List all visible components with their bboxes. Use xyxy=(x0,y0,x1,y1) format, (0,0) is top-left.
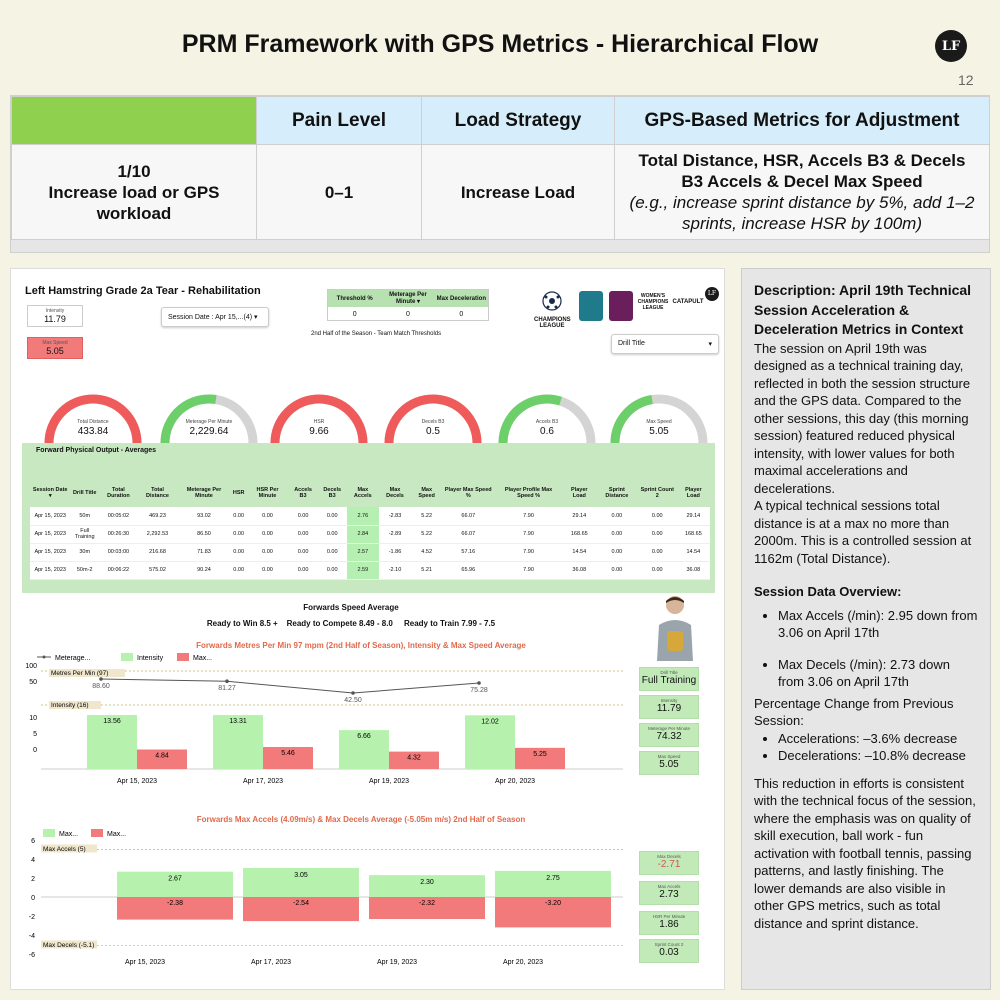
data-label: 4.84 xyxy=(155,752,169,760)
bullet-max-accels: • Max Accels (/min): 2.95 down from 3.06 on April 17th xyxy=(778,607,978,642)
table-cell: 57.16 xyxy=(442,543,494,561)
table-cell: 0.00 xyxy=(231,525,247,543)
bullet-max-decels: • Max Decels (/min): 2.73 down from 3.06 on April 17th xyxy=(778,656,978,691)
table-cell: 0.00 xyxy=(246,525,288,543)
table-cell: 36.08 xyxy=(677,561,710,579)
gauge-max-speed xyxy=(607,391,711,447)
metrics-header: GPS-Based Metrics for Adjustment xyxy=(615,97,990,145)
x-tick: Apr 17, 2023 xyxy=(242,778,284,785)
speed-average-title: Forwards Speed Average xyxy=(303,603,399,612)
gauge-value: 2,229.64 xyxy=(189,426,229,437)
table-cell: 0.00 xyxy=(318,561,347,579)
table-cell: 71.83 xyxy=(177,543,231,561)
column-header[interactable]: Session Date ▾ xyxy=(32,487,68,499)
overview-heading: Session Data Overview: xyxy=(754,584,902,599)
framework-table xyxy=(10,95,990,253)
column-header: Max Accels xyxy=(353,487,372,499)
gauge-meterage-per-minute xyxy=(157,391,261,447)
table-cell: 00:06:22 xyxy=(99,561,138,579)
catapult-logo: CATAPULT xyxy=(672,299,704,305)
data-label: 4.32 xyxy=(407,754,421,762)
table-header-row xyxy=(30,479,710,507)
kpi-value: 2.73 xyxy=(659,889,679,900)
table-row xyxy=(30,561,710,579)
data-label: 6.66 xyxy=(357,733,371,741)
column-header: Meterage Per Minute xyxy=(186,487,222,499)
header xyxy=(0,0,1000,88)
threshold-table: Threshold % Meterage Per Minute ▾ Max Deceleration 0 0 0 xyxy=(327,289,489,321)
table-cell: 0.00 xyxy=(638,525,677,543)
table-cell: 0.00 xyxy=(231,543,247,561)
column-header: Max Speed xyxy=(418,487,435,499)
gauge-hsr xyxy=(267,391,371,447)
kpi-value: 74.32 xyxy=(656,731,682,742)
meterage-point xyxy=(351,691,355,695)
gauge-label: Total Distance xyxy=(77,419,109,425)
table-cell: 0.00 xyxy=(246,543,288,561)
pct-change-label: Percentage Change from Previous Session: xyxy=(754,695,954,728)
data-label: 5.46 xyxy=(281,750,295,757)
dashboard-panel xyxy=(10,268,725,990)
kpi-value: -2.71 xyxy=(657,859,681,870)
y-tick: 50 xyxy=(29,679,37,686)
pain-header: Pain Level xyxy=(257,97,422,145)
data-label: -2.32 xyxy=(419,900,435,907)
table-cell: 7.90 xyxy=(494,507,562,525)
table-cell: 0.00 xyxy=(638,543,677,561)
table-cell: 36.08 xyxy=(563,561,596,579)
level-desc: Increase load or GPS workload xyxy=(48,182,220,223)
description-p3: This reduction in efforts is consistent with the technical focus of the session, where the emphasis was on quality of skill execution, ball work - fun activation with football tennis, passing patterns, and lastly finishing. The lower demands are also visible in other GPS metrics, such as total distance and sprint distance. xyxy=(754,775,976,931)
threshold-caption: 2nd Half of the Season - Team Match Thresholds xyxy=(311,331,442,337)
table-cell: Apr 15, 2023 xyxy=(30,525,70,543)
x-tick: Apr 20, 2023 xyxy=(494,778,536,785)
data-label: -2.38 xyxy=(167,900,183,907)
kpi-label: Meterage Per Minute xyxy=(647,726,691,731)
column-header: Player Load xyxy=(571,487,588,499)
column-header: Sprint Distance xyxy=(605,487,629,499)
table-cell: 2.76 xyxy=(347,507,379,525)
gauge-value: 5.05 xyxy=(649,426,669,437)
table-row xyxy=(30,507,710,525)
data-label: 88.60 xyxy=(92,683,110,690)
table-cell: Apr 15, 2023 xyxy=(30,507,70,525)
lf-small-logo: LF xyxy=(705,287,719,301)
table-cell: Apr 15, 2023 xyxy=(30,543,70,561)
data-label: 75.28 xyxy=(470,687,488,695)
side-kpi-max-accels xyxy=(639,881,699,905)
meterage-point xyxy=(477,681,481,685)
intensity-kpi: Intensity 11.79 xyxy=(27,305,83,327)
table-cell: 86.50 xyxy=(177,525,231,543)
gauge-label: Meterage Per Minute xyxy=(185,419,233,425)
table-cell: -1.86 xyxy=(379,543,411,561)
data-label: 42.50 xyxy=(344,697,362,704)
gauge-value: 9.66 xyxy=(309,426,329,437)
y-tick: -6 xyxy=(28,952,35,959)
table-cell: 0.00 xyxy=(318,543,347,561)
table-cell: 29.14 xyxy=(677,507,710,525)
table-cell: 2.57 xyxy=(347,543,379,561)
table-cell: 2.84 xyxy=(347,525,379,543)
physical-output-title: Forward Physical Output - Averages xyxy=(36,447,157,454)
accels-decels-chart xyxy=(27,825,627,969)
column-header: Player Profile Max Speed % xyxy=(504,487,553,499)
table-cell: 168.65 xyxy=(563,525,596,543)
table-row xyxy=(30,543,710,561)
kpi-label: Max Accels xyxy=(657,884,681,889)
gauge-label: Max Speed xyxy=(646,419,672,425)
bullet-decels-change: • Decelerations: –10.8% decrease xyxy=(778,747,978,765)
table-cell: 0.00 xyxy=(596,561,638,579)
table-cell: 0.00 xyxy=(596,507,638,525)
metres-intensity-chart xyxy=(27,653,627,789)
table-cell: 65.96 xyxy=(442,561,494,579)
player-photo xyxy=(647,591,703,661)
table-cell: 4.52 xyxy=(411,543,442,561)
data-label: 3.05 xyxy=(294,872,308,880)
meterage-point xyxy=(99,677,103,681)
kpi-label: HSR Per Minute xyxy=(652,914,686,919)
side-kpi-max-speed xyxy=(639,751,699,775)
y-tick: -4 xyxy=(28,933,35,940)
speed-average-thresholds: Ready to Win 8.5 + Ready to Compete 8.49 - 8.0 Ready to Train 7.99 - 7.5 xyxy=(206,619,496,628)
gauge-label: Decels B3 xyxy=(421,419,445,425)
x-tick: Apr 15, 2023 xyxy=(124,959,166,966)
data-label: 81.27 xyxy=(218,685,236,693)
dashboard-title: Left Hamstring Grade 2a Tear - Rehabilitation xyxy=(25,285,261,297)
column-header: Sprint Count 2 xyxy=(640,487,674,499)
reference-label: Max Decels (-5.1) xyxy=(43,941,95,949)
gauge-value: 0.5 xyxy=(426,426,440,437)
side-kpi-hsr-per-minute xyxy=(639,911,699,935)
table-cell: 90.24 xyxy=(177,561,231,579)
level-value: 1/10 xyxy=(117,161,151,181)
column-header: HSR Per Minute xyxy=(256,487,279,499)
max-speed-kpi: Max Speed 5.05 xyxy=(27,337,83,359)
data-label: 13.56 xyxy=(103,718,121,725)
table-cell: 0.00 xyxy=(289,543,318,561)
kpi-value: 0.03 xyxy=(659,947,679,958)
table-cell: 50m xyxy=(70,507,99,525)
table-cell: Full Training xyxy=(70,525,99,543)
side-kpi-max-decels xyxy=(639,851,699,875)
column-header: HSR xyxy=(232,490,245,496)
table-cell: 0.00 xyxy=(318,525,347,543)
table-row xyxy=(30,525,710,543)
table-cell: 66.07 xyxy=(442,507,494,525)
y-tick: 10 xyxy=(29,715,37,722)
table-cell: 30m xyxy=(70,543,99,561)
y-tick: 100 xyxy=(25,663,37,670)
column-header: Total Distance xyxy=(146,487,169,499)
chart-legend xyxy=(37,653,212,662)
kpi-value: Full Training xyxy=(641,675,697,686)
drill-title-select[interactable]: Drill Title ▾ xyxy=(611,334,719,354)
table-cell: 7.90 xyxy=(494,561,562,579)
table-cell: 66.07 xyxy=(442,525,494,543)
table-cell: 575.02 xyxy=(138,561,177,579)
legend-label: Intensity xyxy=(137,655,164,662)
bullet-accels-change: • Accelerations: –3.6% decrease xyxy=(778,730,978,748)
y-tick: 0 xyxy=(33,747,37,754)
table-cell: 7.90 xyxy=(494,525,562,543)
table-cell: -2.10 xyxy=(379,561,411,579)
x-tick: Apr 19, 2023 xyxy=(376,959,418,966)
x-tick: Apr 17, 2023 xyxy=(250,959,292,966)
table-cell: 0.00 xyxy=(289,561,318,579)
pain-cell: 0–1 xyxy=(257,145,422,240)
kpi-value: 5.05 xyxy=(659,759,679,770)
table-cell: 0.00 xyxy=(289,525,318,543)
gauge-label: Accels B3 xyxy=(535,419,559,425)
side-kpi-drill-title xyxy=(639,667,699,691)
gauge-total-distance xyxy=(41,391,145,447)
legend-label: Meterage... xyxy=(55,655,91,662)
session-date-select[interactable]: Session Date : Apr 15,...(4) ▾ xyxy=(161,307,269,327)
table-cell: 14.54 xyxy=(563,543,596,561)
legend-label: Max... xyxy=(107,831,127,838)
metrics-cell xyxy=(615,145,990,240)
womens-cl-logo: WOMEN'S CHAMPIONS LEAGUE xyxy=(637,293,669,311)
table-cell: 0.00 xyxy=(231,507,247,525)
gauge-accels-b3 xyxy=(495,391,599,447)
gauge-decels-b3 xyxy=(381,391,485,447)
table-cell: 0.00 xyxy=(246,561,288,579)
table-cell: 0.00 xyxy=(318,507,347,525)
kpi-label: Sprint Count 2 xyxy=(654,942,684,947)
column-header: Max Decels xyxy=(386,487,404,499)
data-label: 13.31 xyxy=(229,718,247,726)
x-tick: Apr 19, 2023 xyxy=(368,778,410,785)
side-kpi-intensity xyxy=(639,695,699,719)
y-tick: 5 xyxy=(33,731,37,738)
y-tick: -2 xyxy=(28,914,35,921)
reference-label: Max Accels (5) xyxy=(43,846,86,853)
table-cell: 0.00 xyxy=(596,543,638,561)
table-cell: 5.22 xyxy=(411,525,442,543)
y-tick: 4 xyxy=(31,857,35,864)
data-label: 12.02 xyxy=(481,718,499,726)
table-cell: 00:05:02 xyxy=(99,507,138,525)
physical-output-table xyxy=(30,479,710,580)
y-tick: 0 xyxy=(31,895,35,902)
kpi-label: Max Speed xyxy=(657,754,681,759)
level-cell xyxy=(12,145,257,240)
table-cell: 00:26:30 xyxy=(99,525,138,543)
table-cell: 29.14 xyxy=(563,507,596,525)
description-p1: The session on April 19th was designed as a technical training day, reflected in both the session structure and the GPS data. Compared to the other sessions, this day (this morning session) featured reduced physical intensity, with lower values for both maximal accelerations and decelerations. xyxy=(754,340,971,496)
column-header: Total Duration xyxy=(107,487,130,499)
description-panel xyxy=(741,268,991,990)
champions-league-logo: CHAMPIONS LEAGUE xyxy=(534,287,570,339)
strategy-cell: Increase Load xyxy=(422,145,615,240)
data-label: 5.25 xyxy=(533,750,547,758)
metres-chart-title: Forwards Metres Per Min 97 mpm (2nd Half of Season), Intensity & Max Speed Average xyxy=(196,641,526,650)
legend-label: Max... xyxy=(59,831,79,838)
table-cell: 0.00 xyxy=(231,561,247,579)
kpi-label: Drill Title xyxy=(660,670,678,675)
x-tick: Apr 20, 2023 xyxy=(502,959,544,966)
table-cell: 5.22 xyxy=(411,507,442,525)
description-heading: Description: April 19th Technical Session Acceleration & Deceleration Metrics in Context xyxy=(754,282,972,337)
table-cell: 168.65 xyxy=(677,525,710,543)
table-cell: 00:03:00 xyxy=(99,543,138,561)
wcl-badge-purple xyxy=(609,291,633,321)
column-header: Player Load xyxy=(685,487,702,499)
table-cell: 216.68 xyxy=(138,543,177,561)
metrics-text: Total Distance, HSR, Accels B3 & Decels B3 Accels & Decel Max Speed xyxy=(638,151,966,191)
page-number: 12 xyxy=(958,72,974,88)
kpi-value: 1.86 xyxy=(659,919,679,930)
table-cell: 5.21 xyxy=(411,561,442,579)
gauge-label: HSR xyxy=(313,419,325,425)
table-cell: 7.90 xyxy=(494,543,562,561)
y-tick: 6 xyxy=(31,838,35,845)
table-cell: 0.00 xyxy=(246,507,288,525)
accels-chart-title: Forwards Max Accels (4.09m/s) & Max Decels Average (-5.05m m/s) 2nd Half of Season xyxy=(196,815,526,824)
table-cell: 0.00 xyxy=(596,525,638,543)
table-cell: 0.00 xyxy=(289,507,318,525)
legend-label: Max... xyxy=(193,655,213,662)
table-cell: 14.54 xyxy=(677,543,710,561)
table-cell: 2.59 xyxy=(347,561,379,579)
kpi-value: 11.79 xyxy=(656,703,682,714)
kpi-label: Intensity xyxy=(660,698,678,703)
page-title: PRM Framework with GPS Metrics - Hierarchical Flow xyxy=(181,30,819,58)
data-label: -3.20 xyxy=(545,900,561,907)
column-header: Player Max Speed % xyxy=(444,487,492,499)
x-tick: Apr 15, 2023 xyxy=(116,778,158,785)
column-header: Drill Title xyxy=(72,490,97,496)
data-label: -2.54 xyxy=(293,900,309,907)
side-kpi-sprint-count-2 xyxy=(639,939,699,963)
data-label: 2.75 xyxy=(546,874,560,882)
gauge-value: 433.84 xyxy=(77,426,109,437)
column-header: Decels B3 xyxy=(323,487,342,499)
reference-label: Metres Per Min (97) xyxy=(51,670,109,677)
level-header xyxy=(12,97,257,145)
strategy-header: Load Strategy xyxy=(422,97,615,145)
column-header: Accels B3 xyxy=(294,487,312,499)
data-label: 2.67 xyxy=(168,875,182,883)
metrics-example: (e.g., increase sprint distance by 5%, add 1–2 sprints, increase HSR by 100m) xyxy=(629,193,975,233)
table-cell: 0.00 xyxy=(638,561,677,579)
y-tick: 2 xyxy=(31,876,35,883)
table-cell: 0.00 xyxy=(638,507,677,525)
table-cell: -2.83 xyxy=(379,507,411,525)
description-p2: A typical technical sessions total distance is at a max no more than 2000m. This is a controlled session at 1162m (Total Distance). xyxy=(754,498,972,566)
table-cell: 469.23 xyxy=(138,507,177,525)
meterage-point xyxy=(225,679,229,683)
physical-output-panel xyxy=(22,443,715,593)
table-cell: 93.02 xyxy=(177,507,231,525)
table-cell: 2,292.53 xyxy=(138,525,177,543)
side-kpi-meterage-per-minute xyxy=(639,723,699,747)
reference-label: Intensity (16) xyxy=(51,702,89,709)
lf-logo: LF xyxy=(935,30,967,62)
gauge-value: 0.6 xyxy=(540,426,554,437)
data-label: 2.30 xyxy=(420,879,434,887)
table-cell: -2.89 xyxy=(379,525,411,543)
table-cell: Apr 15, 2023 xyxy=(30,561,70,579)
kpi-label: Max Decels xyxy=(657,854,681,859)
wcl-badge-teal xyxy=(579,291,603,321)
table-cell: 50m-2 xyxy=(70,561,99,579)
